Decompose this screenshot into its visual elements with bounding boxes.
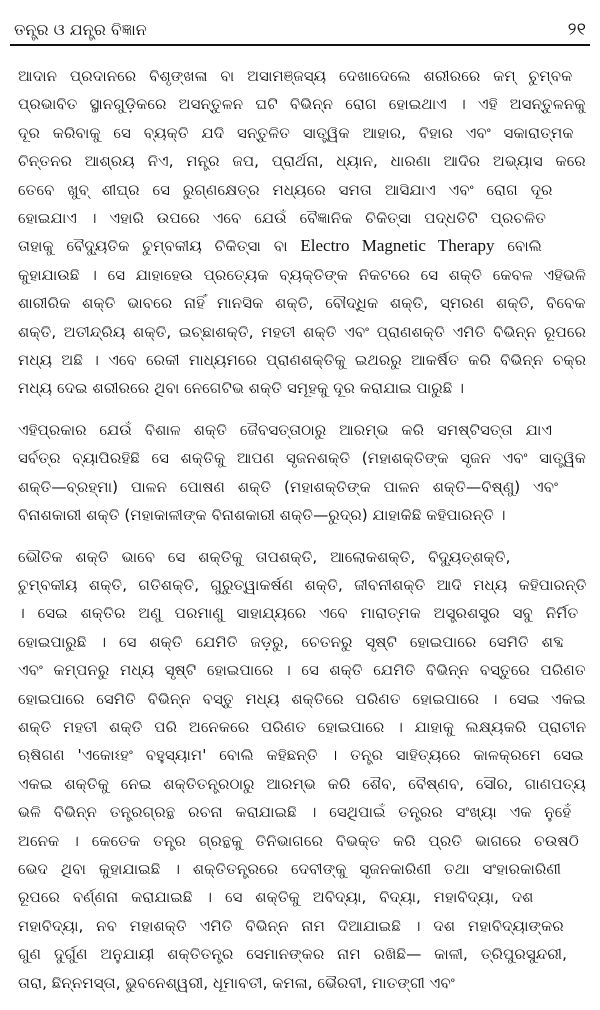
- text-line: ହୋଇଯାଏ । ଏହାରି ଉପରେ ଏବେ ଯେଉଁ ବୈଜ୍ଞାନିକ ଚିକିତ୍ସା ପଦ୍ଧତିଟି ପ୍ରଚଳିତ: [18, 209, 547, 228]
- text-line: ଭୌତିକ ଶକ୍ତି ଭାବେ ସେ ଶକ୍ତିକୁ ତାପଶକ୍ତି, ଆଲୋକଶକ୍ତି, ବିଦ୍ୟୁତ୍‌ଶକ୍ତି,: [18, 547, 511, 566]
- text-line: ବିନାଶକାରୀ ଶକ୍ତି (ମହାକାଳୀଙ୍କ ବିନାଶକାରୀ ଶକ୍ତି—ରୁଦ୍ର) ଯାହାକିଛି କହିପାରନ୍ତି ।: [18, 506, 506, 525]
- running-header: [14, 10, 586, 40]
- page-number: ୨୧: [567, 19, 586, 40]
- text-line: ଆଦାନ ପ୍ରଦାନରେ ବିଶୃଙ୍ଖଳା ବା ଅସାମଞ୍ଜସ୍ୟ ଦେଖାଦେଲେ ଶରୀରରେ କମ୍ ଚୁମ୍ବକ: [18, 67, 573, 85]
- text-line: ଅନେକ । କେତେକ ତନ୍ତ୍ର ଗ୍ରନ୍ଥକୁ ତିନିଭାଗରେ ବିଭକ୍ତ କରି ପ୍ରତି ଭାଗରେ ଚଉଷଠି: [18, 831, 579, 850]
- text-line: ତାହାକୁ ବୈଦ୍ୟୁତିକ ଚୁମ୍ବକୀୟ ଚିକିତ୍ସା ବା Electro Magnetic Therapy ବୋଲି: [18, 236, 542, 256]
- text-line: ଏବଂ କମ୍ପନରୁ ମଧ୍ୟ ସୃଷ୍ଟି ହୋଇପାରେ । ସେ ଶକ୍ତି ଯେମିତି ବିଭିନ୍ନ ବସ୍ତୁରେ ପରିଣତ: [18, 661, 586, 680]
- text-line: ଶକ୍ତି ମହତୀ ଶକ୍ତି ପରି ଅନେକରେ ପରିଣତ ହୋଇପାରେ । ଯାହାକୁ ଲକ୍ଷ୍ୟକରି ପ୍ରାଚୀନ: [18, 717, 586, 736]
- text-line: ଶକ୍ତି—ବ୍ରହ୍ମା) ପାଳନ ପୋଷଣ ଶକ୍ତି (ମହାଶକ୍ତିଙ୍କ ପାଳନ ଶକ୍ତି—ବିଷ୍ଣୁ) ଏବଂ: [18, 477, 558, 496]
- text-line: ଋଷିଗଣ 'ଏକୋଽହଂ ବହୁସ୍ୟାମ' ବୋଲି କହିଛନ୍ତି । ତନ୍ତ୍ର ସାହିତ୍ୟରେ କାଳକ୍ରମେ ସେଇ: [18, 746, 584, 765]
- text-line: ଗୁଣ ଦୁର୍ଗୁଣ ଅନୁଯାୟୀ ଶକ୍ତିତନ୍ତ୍ର ସେମାନଙ୍କର ନାମ ରଖିଛି— କାଳୀ, ତ୍ରିପୁରସୁନ୍ଦରୀ,: [18, 945, 567, 964]
- text-line: ଶକ୍ତି, ଅତୀନ୍ଦ୍ରିୟ ଶକ୍ତି, ଇଚ୍ଛାଶକ୍ତି, ମହତୀ ଶକ୍ତି ଏବଂ ପ୍ରାଣଶକ୍ତି ଏମିତି ବିଭିନ୍ନ ରୂପରେ: [18, 322, 586, 341]
- text-line: ଚୁମ୍ବକୀୟ ଶକ୍ତି, ଗତିଶକ୍ତି, ଗୁରୁତ୍ୱାକର୍ଷଣ ଶକ୍ତି, ଜୀବନୀଶକ୍ତି ଆଦି ମଧ୍ୟ କହିପାରନ୍ତି: [18, 575, 586, 594]
- text-line: ମହାବିଦ୍ୟା, ନବ ମହାଶକ୍ତି ଏମିତି ବିଭିନ୍ନ ନାମ ଦିଆଯାଇଛି । ଦଶ ମହାବିଦ୍ୟାଙ୍କର: [18, 916, 564, 935]
- text-line: ରୂପରେ ବର୍ଣ୍ଣନା କରାଯାଇଛି । ସେ ଶକ୍ତିକୁ ଅବିଦ୍ୟା, ବିଦ୍ୟା, ମହାବିଦ୍ୟା, ଦଶ: [18, 888, 534, 907]
- text-line: ମଧ୍ୟ ଅଛି । ଏବେ ରେକୀ ମାଧ୍ୟମରେ ପ୍ରାଣଶକ୍ତିକୁ ଇଥରରୁ ଆକର୍ଷିତ କରି ବିଭିନ୍ନ ଚକ୍ର: [18, 351, 586, 370]
- text-line: କୁହାଯାଉଛି । ସେ ଯାହାହେଉ ପ୍ରତ୍ୟେକ ବ୍ୟକ୍ତିଙ୍କ ନିକଟରେ ସେ ଶକ୍ତି କେବଳ ଏହିଭଳି: [18, 265, 586, 284]
- text-line: ଏକଇ ଶକ୍ତିକୁ ନେଇ ଶକ୍ତିତନ୍ତ୍ରଠାରୁ ଆରମ୍ଭ କରି ଶୈବ, ବୈଷ୍ଣବ, ସୌର, ଗାଣପତ୍ୟ: [18, 774, 586, 793]
- text-line: । ସେଇ ଶକ୍ତିର ଅଣୁ ପରମାଣୁ ସାହାଯ୍ୟରେ ଏବେ ମାରାତ୍ମକ ଅସ୍ତ୍ରଶସ୍ତ୍ର ସବୁ ନିର୍ମିତ: [18, 604, 579, 623]
- text-line: ଭଳି ବିଭିନ୍ନ ତନ୍ତ୍ରଗ୍ରନ୍ଥ ରଚନା କରାଯାଇଛି । ସେଥିପାଇଁ ତନ୍ତ୍ରର ସଂଖ୍ୟା ଏକ ନୁହେଁ: [18, 803, 572, 822]
- text-line: ପ୍ରଭାବିତ ସ୍ଥାନଗୁଡ଼ିକରେ ଅସନ୍ତୁଳନ ଘଟି ବିଭିନ୍ନ ରୋଗ ହୋଇଥାଏ । ଏହି ଅସନ୍ତୁଳନକୁ: [18, 95, 586, 114]
- text-line: ଚିନ୍ତନର ଆଶ୍ରୟ ନିଏ, ମନ୍ତ୍ର ଜପ, ପ୍ରାର୍ଥନା, ଧ୍ୟାନ, ଧାରଣା ଆଦିର ଅଭ୍ୟାସ କରେ: [18, 152, 586, 171]
- header-rule: [10, 44, 590, 46]
- paragraph: [18, 416, 586, 530]
- text-line: ମଧ୍ୟ ଦେଇ ଶରୀରରେ ଥିବା ନେଗେଟିଭ ଶକ୍ତି ସମୂହକୁ ଦୂର କରାଯାଇ ପାରୁଛି ।: [18, 379, 465, 398]
- book-title: ତନ୍ତ୍ର ଓ ଯନ୍ତ୍ର ବିଜ୍ଞାନ: [14, 20, 147, 39]
- text-line: ଏହିପ୍ରକାର ଯେଉଁ ବିଶାଳ ଶକ୍ତି ଜୈବସତ୍ତାଠାରୁ ଆରମ୍ଭ କରି ସମଷ୍ଟିସତ୍ତା ଯାଏ: [18, 420, 553, 439]
- text-line: ତାରା, ଛିନ୍ନମସ୍ତା, ଭୁବନେଶ୍ୱରୀ, ଧୂମାବତୀ, କମଳା, ଭୈରବୀ, ମାତଙ୍ଗୀ ଏବଂ: [18, 973, 455, 992]
- text-line: ଦୂର କରିବାକୁ ସେ ବ୍ୟକ୍ତି ଯଦି ସନ୍ତୁଳିତ ସାତ୍ତ୍ୱିକ ଆହାର, ବିହାର ଏବଂ ସକାରାତ୍ମକ: [18, 123, 574, 142]
- text-line: ଶାରୀରିକ ଶକ୍ତି ଭାବରେ ନାହିଁ ମାନସିକ ଶକ୍ତି, ବୌଦ୍ଧିକ ଶକ୍ତି, ସ୍ମରଣ ଶକ୍ତି, ବିବେକ: [18, 294, 586, 313]
- body-text: [18, 62, 586, 1010]
- text-line: ହୋଇପାରେ ସେମିତି ବିଭିନ୍ନ ବସ୍ତୁ ମଧ୍ୟ ଶକ୍ତିରେ ପରିଣତ ହୋଇପାରେ । ସେଇ ଏକଇ: [18, 689, 586, 708]
- text-line: ସର୍ବତ୍ର ବ୍ୟାପିରହିଛି ସେ ଶକ୍ତିକୁ ଆପଣ ସୃଜନଶକ୍ତି (ମହାଶକ୍ତିଙ୍କ ସୃଜନ ଏବଂ ସାତ୍ତ୍ୱିକ: [18, 449, 586, 468]
- text-line: ତେବେ ଖୁବ୍ ଶୀଘ୍ର ସେ ରୁଗ୍ଣକ୍ଷେତ୍ର ମଧ୍ୟରେ ସମତା ଆସିଯାଏ ଏବଂ ରୋଗ ଦୂର: [18, 180, 553, 199]
- text-line: ହୋଇପାରୁଛି । ସେ ଶକ୍ତି ଯେମିତି ଜଡ଼ରୁ, ଚେତନରୁ ସୃଷ୍ଟି ହୋଇପାରେ ସେମିତି ଶବ୍ଦ: [18, 632, 564, 651]
- paragraph: [18, 543, 586, 998]
- text-line: ଭେଦ ଥିବା କୁହାଯାଇଛି । ଶକ୍ତିତନ୍ତ୍ରରେ ଦେବୀଙ୍କୁ ସୃଜନକାରିଣୀ ତଥା ସଂହାରକାରିଣୀ: [18, 859, 562, 878]
- paragraph: [18, 62, 586, 403]
